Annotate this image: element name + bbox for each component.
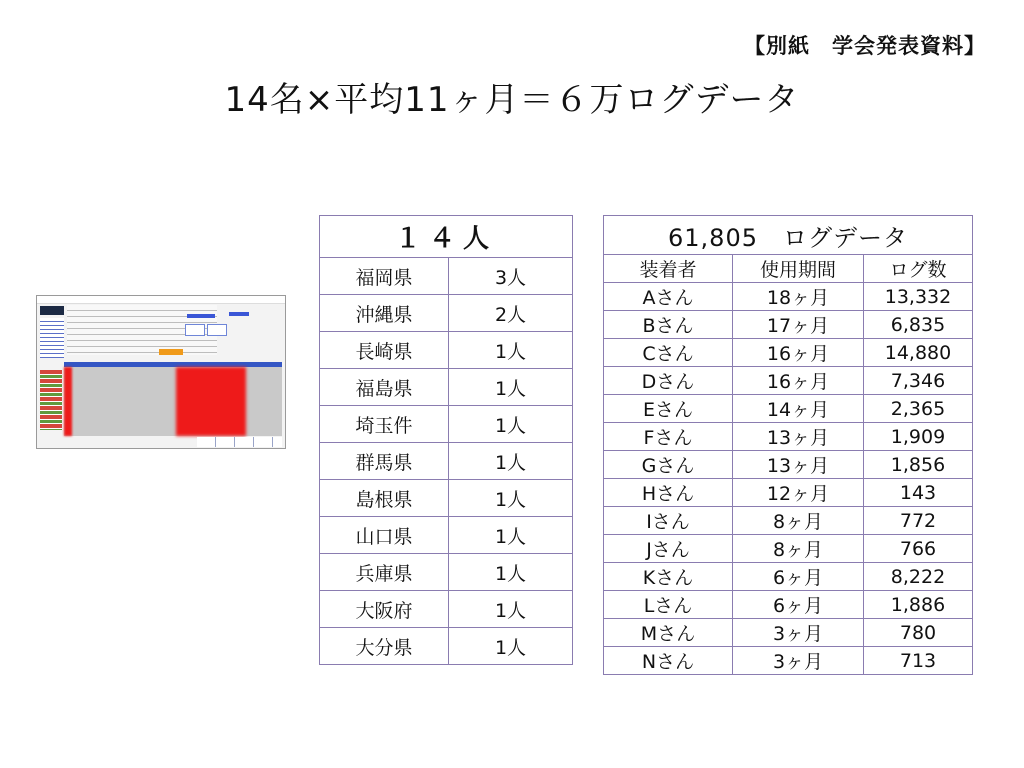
prefecture-count: 1人 bbox=[449, 369, 573, 406]
table-row bbox=[604, 339, 973, 367]
table-row bbox=[604, 647, 973, 675]
log-table-body bbox=[604, 283, 973, 675]
wearer-cell: Nさん bbox=[604, 647, 733, 675]
log-count-cell: 14,880 bbox=[864, 339, 973, 367]
period-cell: 6ヶ月 bbox=[733, 591, 864, 619]
prefecture-table-body bbox=[320, 258, 573, 665]
page-title: 14名×平均11ヶ月＝６万ログデータ bbox=[224, 80, 800, 120]
wearer-cell: Fさん bbox=[604, 423, 733, 451]
wearer-cell: Kさん bbox=[604, 563, 733, 591]
prefecture-name: 兵庫県 bbox=[320, 554, 449, 591]
log-count-cell: 1,856 bbox=[864, 451, 973, 479]
thumbnail-titlebar bbox=[37, 296, 285, 304]
prefecture-count: 1人 bbox=[449, 517, 573, 554]
wearer-cell: Iさん bbox=[604, 507, 733, 535]
log-count-cell: 780 bbox=[864, 619, 973, 647]
table-row bbox=[604, 395, 973, 423]
wearer-cell: Cさん bbox=[604, 339, 733, 367]
column-header-period: 使用期間 bbox=[733, 255, 864, 283]
log-count-cell: 143 bbox=[864, 479, 973, 507]
appendix-label: 【別紙 学会発表資料】 bbox=[744, 34, 986, 58]
table-row bbox=[604, 563, 973, 591]
log-data-table bbox=[603, 215, 973, 675]
table-row bbox=[320, 369, 573, 406]
table-row bbox=[320, 591, 573, 628]
prefecture-count: 1人 bbox=[449, 443, 573, 480]
prefecture-name: 大阪府 bbox=[320, 591, 449, 628]
prefecture-count: 1人 bbox=[449, 554, 573, 591]
thumbnail-data-grid bbox=[64, 362, 282, 436]
table-row bbox=[320, 628, 573, 665]
log-count-cell: 13,332 bbox=[864, 283, 973, 311]
log-count-cell: 8,222 bbox=[864, 563, 973, 591]
thumbnail-label bbox=[187, 314, 215, 318]
table-row bbox=[604, 451, 973, 479]
table-row bbox=[604, 619, 973, 647]
table-row bbox=[320, 332, 573, 369]
table-row bbox=[320, 443, 573, 480]
wearer-cell: Mさん bbox=[604, 619, 733, 647]
period-cell: 13ヶ月 bbox=[733, 423, 864, 451]
prefecture-count: 1人 bbox=[449, 406, 573, 443]
period-cell: 18ヶ月 bbox=[733, 283, 864, 311]
prefecture-name: 大分県 bbox=[320, 628, 449, 665]
period-cell: 12ヶ月 bbox=[733, 479, 864, 507]
period-cell: 14ヶ月 bbox=[733, 395, 864, 423]
period-cell: 8ヶ月 bbox=[733, 535, 864, 563]
log-count-cell: 7,346 bbox=[864, 367, 973, 395]
prefecture-table-header: １４人 bbox=[320, 216, 573, 258]
log-count-cell: 2,365 bbox=[864, 395, 973, 423]
column-header-log-count: ログ数 bbox=[864, 255, 973, 283]
prefecture-count: 1人 bbox=[449, 332, 573, 369]
prefecture-name: 長崎県 bbox=[320, 332, 449, 369]
thumbnail-footer-buttons bbox=[197, 437, 282, 447]
table-row bbox=[604, 311, 973, 339]
wearer-cell: Dさん bbox=[604, 367, 733, 395]
wearer-cell: Gさん bbox=[604, 451, 733, 479]
period-cell: 3ヶ月 bbox=[733, 647, 864, 675]
wearer-cell: Eさん bbox=[604, 395, 733, 423]
table-row bbox=[320, 480, 573, 517]
prefecture-count: 1人 bbox=[449, 591, 573, 628]
period-cell: 16ヶ月 bbox=[733, 367, 864, 395]
log-count-cell: 713 bbox=[864, 647, 973, 675]
log-count-cell: 772 bbox=[864, 507, 973, 535]
prefecture-table bbox=[319, 215, 573, 665]
table-row bbox=[604, 591, 973, 619]
prefecture-count: 1人 bbox=[449, 628, 573, 665]
prefecture-name: 山口県 bbox=[320, 517, 449, 554]
thumbnail-nav bbox=[40, 318, 64, 358]
table-row bbox=[604, 479, 973, 507]
table-row bbox=[320, 295, 573, 332]
prefecture-name: 群馬県 bbox=[320, 443, 449, 480]
thumbnail-side-buttons bbox=[40, 370, 62, 430]
table-row bbox=[604, 423, 973, 451]
prefecture-name: 福島県 bbox=[320, 369, 449, 406]
thumbnail-grid-highlight bbox=[64, 367, 72, 436]
prefecture-name: 沖縄県 bbox=[320, 295, 449, 332]
log-count-cell: 1,909 bbox=[864, 423, 973, 451]
column-header-wearer: 装着者 bbox=[604, 255, 733, 283]
app-screenshot-thumbnail bbox=[36, 295, 286, 449]
prefecture-name: 福岡県 bbox=[320, 258, 449, 295]
table-row bbox=[320, 258, 573, 295]
table-row bbox=[320, 406, 573, 443]
wearer-cell: Aさん bbox=[604, 283, 733, 311]
prefecture-name: 埼玉件 bbox=[320, 406, 449, 443]
thumbnail-orange-button bbox=[159, 349, 183, 355]
wearer-cell: Jさん bbox=[604, 535, 733, 563]
period-cell: 13ヶ月 bbox=[733, 451, 864, 479]
log-count-cell: 6,835 bbox=[864, 311, 973, 339]
thumbnail-button bbox=[185, 324, 205, 336]
table-row bbox=[604, 283, 973, 311]
thumbnail-grid-header bbox=[64, 362, 282, 367]
thumbnail-logo bbox=[40, 306, 64, 315]
table-row bbox=[604, 535, 973, 563]
log-count-cell: 766 bbox=[864, 535, 973, 563]
table-row bbox=[604, 367, 973, 395]
period-cell: 17ヶ月 bbox=[733, 311, 864, 339]
period-cell: 3ヶ月 bbox=[733, 619, 864, 647]
prefecture-count: 1人 bbox=[449, 480, 573, 517]
thumbnail-grid-highlight bbox=[176, 367, 246, 436]
prefecture-count: 3人 bbox=[449, 258, 573, 295]
table-row bbox=[604, 507, 973, 535]
period-cell: 16ヶ月 bbox=[733, 339, 864, 367]
thumbnail-button bbox=[207, 324, 227, 336]
prefecture-name: 島根県 bbox=[320, 480, 449, 517]
table-row bbox=[320, 554, 573, 591]
period-cell: 6ヶ月 bbox=[733, 563, 864, 591]
wearer-cell: Hさん bbox=[604, 479, 733, 507]
wearer-cell: Bさん bbox=[604, 311, 733, 339]
log-count-cell: 1,886 bbox=[864, 591, 973, 619]
period-cell: 8ヶ月 bbox=[733, 507, 864, 535]
thumbnail-label bbox=[229, 312, 249, 316]
wearer-cell: Lさん bbox=[604, 591, 733, 619]
prefecture-count: 2人 bbox=[449, 295, 573, 332]
log-table-caption: 61,805 ログデータ bbox=[604, 216, 973, 255]
table-row bbox=[320, 517, 573, 554]
